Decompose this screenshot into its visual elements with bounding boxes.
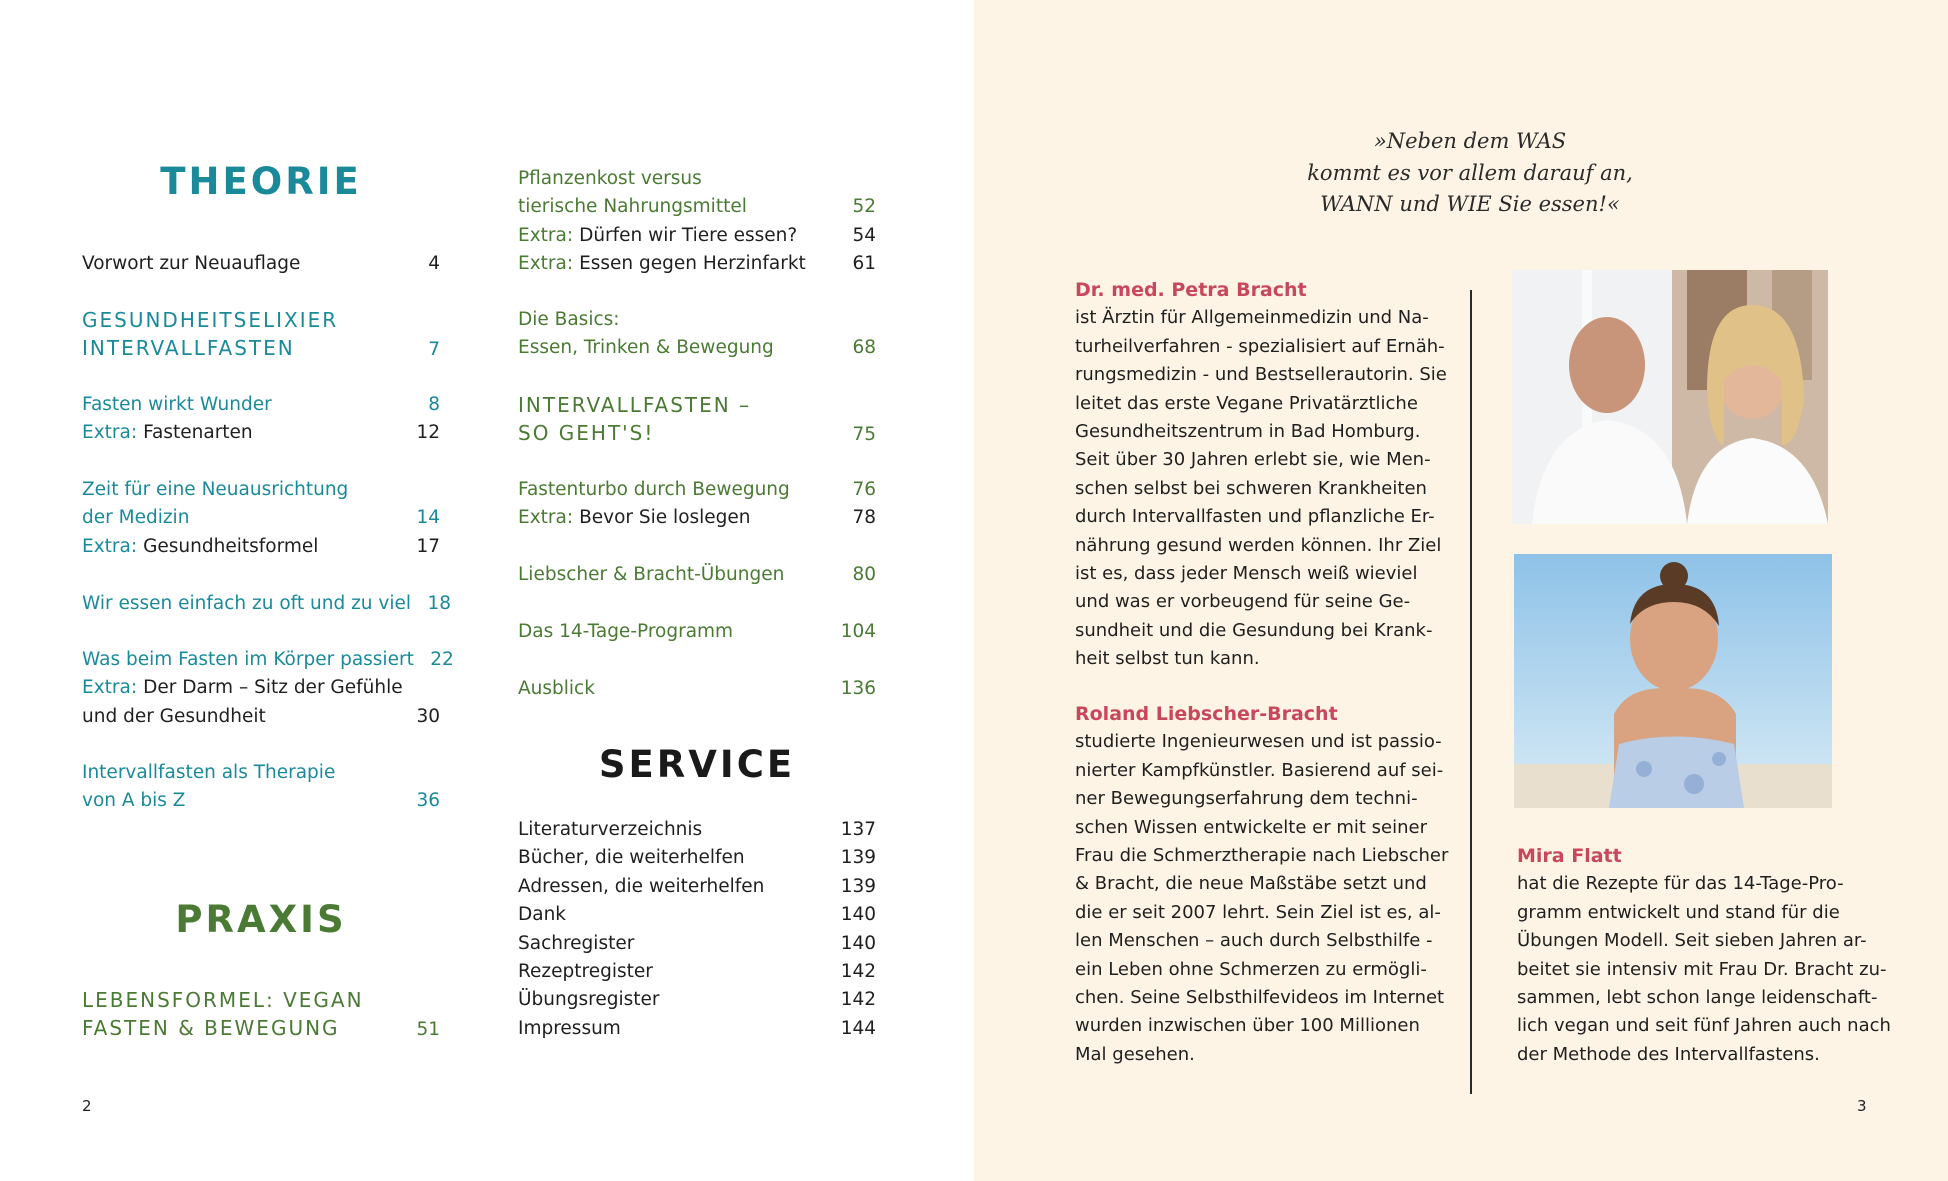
author-name: Mira Flatt <box>1517 845 1622 867</box>
extra-title: Gesundheitsformel <box>143 535 319 557</box>
toc-line <box>82 334 440 364</box>
extra-prefix: Extra: <box>82 677 138 699</box>
toc-line-text: LEBENSFORMEL: VEGAN <box>82 988 364 1012</box>
service-item[interactable] <box>518 844 876 872</box>
pull-quote <box>1262 126 1678 221</box>
bio-line: Übungen Modell. Seit sieben Jahren ar- <box>1517 930 1867 952</box>
author-name: Dr. med. Petra Bracht <box>1075 279 1307 301</box>
service-item[interactable] <box>518 930 876 958</box>
bio-line: hat die Rezepte für das 14-Tage-Pro- <box>1517 873 1844 895</box>
bio-line: len Menschen – auch durch Selbsthilfe - <box>1075 930 1433 952</box>
bio-line: chen. Seine Selbsthilfevideos im Internet <box>1075 987 1445 1009</box>
toc-line-text: und der Gesundheit <box>82 705 266 727</box>
bio-line: schen Wissen entwickelte er mit seiner <box>1075 816 1427 838</box>
bio-line: ner Bewegungserfahrung dem techni- <box>1075 788 1418 810</box>
service-item-text: Rezeptregister <box>518 961 653 983</box>
quote-line: »Neben dem WAS <box>1373 129 1567 153</box>
toc-line <box>82 419 440 447</box>
column-divider <box>1470 290 1472 1094</box>
toc-line-text: der Medizin <box>82 507 190 529</box>
toc-line <box>518 193 876 221</box>
service-item-text: Literaturverzeichnis <box>518 819 703 840</box>
bio-line: beitet sie intensiv mit Frau Dr. Bracht zu- <box>1517 958 1887 980</box>
bio-petra-bracht <box>1075 276 1445 674</box>
bio-line: lich vegan und seit fünf Jahren auch nach <box>1517 1015 1891 1037</box>
toc-page-number: 14 <box>416 507 440 529</box>
service-item-text: Sachregister <box>518 932 635 954</box>
toc-line-text <box>82 419 400 447</box>
toc-line-text: INTERVALLFASTEN <box>82 336 295 361</box>
mira-flatt-photo <box>1514 554 1832 808</box>
toc-line-text <box>518 222 836 250</box>
toc-line-text: GESUNDHEITSELIXIER <box>82 308 339 332</box>
quote-line: kommt es vor allem darauf an, <box>1307 160 1633 185</box>
toc-line <box>82 986 440 1014</box>
toc-page-number: 76 <box>852 479 876 500</box>
bio-line: sammen, lebt schon lange leidenschaft- <box>1517 987 1878 1009</box>
toc-line <box>82 759 440 787</box>
toc-line <box>82 250 440 278</box>
toc-line <box>82 476 440 504</box>
toc-entry[interactable] <box>518 675 876 703</box>
extra-prefix: Extra: <box>518 507 574 529</box>
toc-page-number: 30 <box>416 705 440 727</box>
toc-line <box>518 561 876 589</box>
service-item-text: Bücher, die weiterhelfen <box>518 847 745 869</box>
service-heading: SERVICE <box>598 743 796 786</box>
toc-page-number: 36 <box>416 790 440 812</box>
toc-line-text: von A bis Z <box>82 790 186 812</box>
service-item-page: 139 <box>840 875 876 897</box>
bio-line: rungsmedizin - und Bestsellerautorin. Sie <box>1075 364 1447 386</box>
quote-line: WANN und WIE Sie essen!« <box>1320 192 1620 216</box>
extra-title: Essen gegen Herzinfarkt <box>579 253 806 275</box>
toc-entry[interactable] <box>518 165 876 279</box>
service-item-page: 140 <box>840 904 876 926</box>
toc-line <box>518 222 876 250</box>
toc-page-number: 78 <box>852 507 876 529</box>
bio-roland-liebscher-bracht <box>1075 700 1449 1069</box>
praxis-heading: PRAXIS <box>175 898 347 941</box>
extra-prefix: Extra: <box>518 253 574 275</box>
bio-line: heit selbst tun kann. <box>1075 648 1260 670</box>
bio-line: durch Intervallfasten und pflanzliche Er- <box>1075 506 1435 528</box>
service-item[interactable] <box>518 816 876 844</box>
toc-line <box>518 504 876 532</box>
service-item[interactable] <box>518 986 876 1014</box>
toc-page-number: 12 <box>416 422 440 444</box>
extra-title: Fastenarten <box>143 422 253 444</box>
bio-line: der Methode des Intervallfastens. <box>1517 1043 1820 1065</box>
toc-page-number: 80 <box>852 564 876 585</box>
bio-line: gramm entwickelt und stand für die <box>1517 901 1840 923</box>
bio-line: Mal gesehen. <box>1075 1043 1195 1065</box>
toc-page-number: 54 <box>852 224 876 246</box>
service-item-page: 144 <box>840 1017 876 1039</box>
toc-page-number: 104 <box>840 621 876 642</box>
toc-line-text <box>82 674 403 702</box>
extra-prefix: Extra: <box>518 224 574 246</box>
authors-couple-photo <box>1512 270 1828 524</box>
toc-line <box>82 306 440 334</box>
service-list <box>518 816 876 1043</box>
toc-line <box>82 787 440 815</box>
service-item-page: 142 <box>840 961 876 983</box>
theorie-heading: THEORIE <box>160 160 362 203</box>
toc-entry[interactable] <box>82 250 440 278</box>
toc-line <box>82 674 440 702</box>
toc-line-text: Zeit für eine Neuausrichtung <box>82 479 349 500</box>
toc-line-text: Was beim Fasten im Körper passiert <box>82 649 414 670</box>
service-item-page: 140 <box>840 932 876 954</box>
bio-line: die er seit 2007 lehrt. Sein Ziel ist es, al- <box>1075 901 1441 923</box>
bio-line: turheilverfahren - spezialisiert auf Ernäh- <box>1075 335 1445 357</box>
bio-line: studierte Ingenieurwesen und ist passio- <box>1075 731 1442 753</box>
toc-page-number: 22 <box>430 649 454 670</box>
toc-line <box>82 703 440 731</box>
toc-page-number: 51 <box>416 1019 440 1041</box>
service-item-page: 142 <box>840 989 876 1011</box>
bio-mira-flatt <box>1517 842 1891 1069</box>
toc-entry[interactable] <box>82 986 440 1045</box>
toc-line-text: Liebscher & Bracht-Übungen <box>518 564 785 585</box>
toc-entry[interactable] <box>82 391 440 448</box>
toc-page-number: 18 <box>427 593 451 614</box>
toc-page-number: 75 <box>852 424 876 446</box>
bio-line: ein Leben ohne Schmerzen zu ermögli- <box>1075 958 1427 980</box>
page-number-right: 3 <box>1857 1097 1867 1115</box>
toc-line-text: Pflanzenkost versus <box>518 168 702 189</box>
toc-entry[interactable] <box>82 646 454 731</box>
bio-line: sundheit und die Gesundung bei Krank- <box>1075 619 1433 641</box>
toc-entry[interactable] <box>518 306 876 363</box>
toc-line <box>82 590 451 618</box>
toc-line-text: Fasten wirkt Wunder <box>82 394 272 415</box>
toc-entry[interactable] <box>82 759 440 816</box>
toc-page-number: 68 <box>852 337 876 359</box>
toc-line <box>518 419 876 449</box>
bio-line: leitet das erste Vegane Privatärztliche <box>1075 392 1418 414</box>
service-item[interactable] <box>518 958 876 986</box>
toc-page-number: 136 <box>840 678 876 699</box>
bio-line: wurden inzwischen über 100 Millionen <box>1075 1015 1420 1037</box>
toc-line-text: FASTEN & BEWEGUNG <box>82 1016 340 1041</box>
bio-line: ist es, dass jeder Mensch weiß wieviel <box>1075 563 1418 585</box>
page-number-left: 2 <box>82 1097 92 1115</box>
toc-entry[interactable] <box>82 476 440 561</box>
bio-line: ist Ärztin für Allgemeinmedizin und Na- <box>1075 307 1429 329</box>
bio-line: & Bracht, die neue Maßstäbe setzt und <box>1075 873 1427 895</box>
toc-line <box>518 165 876 193</box>
toc-line-text: SO GEHT'S! <box>518 421 655 446</box>
bio-line: schen selbst bei schweren Krankheiten <box>1075 477 1427 499</box>
toc-line <box>518 334 876 362</box>
author-name: Roland Liebscher-Bracht <box>1075 703 1338 725</box>
bio-line: nährung gesund werden können. Ihr Ziel <box>1075 534 1442 556</box>
toc-entry[interactable] <box>518 561 876 589</box>
toc-line <box>518 675 876 703</box>
toc-line-text: Intervallfasten als Therapie <box>82 762 336 783</box>
toc-page-number: 52 <box>852 196 876 218</box>
toc-line-text: Das 14-Tage-Programm <box>518 621 734 642</box>
toc-entry[interactable] <box>82 306 440 365</box>
toc-page-number: 61 <box>852 253 876 275</box>
toc-line <box>518 618 876 646</box>
bio-line: Frau die Schmerztherapie nach Liebscher <box>1075 845 1449 867</box>
service-item-text: Dank <box>518 904 567 926</box>
toc-line <box>82 391 440 419</box>
service-item-text: Übungsregister <box>518 989 660 1011</box>
service-item[interactable] <box>518 1015 876 1043</box>
service-item-text: Adressen, die weiterhelfen <box>518 875 765 897</box>
toc-line-text: Essen, Trinken & Bewegung <box>518 337 774 359</box>
toc-line <box>518 391 876 419</box>
toc-line <box>518 250 876 278</box>
service-item[interactable] <box>518 873 876 901</box>
toc-line-text <box>518 250 836 278</box>
toc-line-text: Wir essen einfach zu oft und zu viel <box>82 593 411 614</box>
bio-line: nierter Kampfkünstler. Basierend auf sei- <box>1075 759 1444 781</box>
toc-line-text <box>518 504 836 532</box>
toc-line <box>82 646 454 674</box>
toc-line-text: tierische Nahrungsmittel <box>518 196 747 218</box>
toc-line-text: INTERVALLFASTEN – <box>518 393 752 417</box>
toc-page-number: 4 <box>428 253 440 274</box>
extra-title: Dürfen wir Tiere essen? <box>579 224 798 246</box>
bio-line: Seit über 30 Jahren erlebt sie, wie Men- <box>1075 449 1431 471</box>
bio-line: und was er vorbeugend für seine Ge- <box>1075 591 1411 613</box>
extra-prefix: Extra: <box>82 422 138 444</box>
service-item[interactable] <box>518 901 876 929</box>
bio-line: Gesundheitszentrum in Bad Homburg. <box>1075 421 1421 443</box>
toc-page-number: 7 <box>428 339 440 361</box>
toc-line <box>518 306 876 334</box>
toc-line <box>82 533 440 561</box>
toc-line-text: Vorwort zur Neuauflage <box>82 253 301 274</box>
toc-line-text: Fastenturbo durch Bewegung <box>518 479 790 500</box>
toc-line <box>518 476 876 504</box>
service-item-page: 137 <box>840 819 876 840</box>
toc-entry[interactable] <box>518 476 876 533</box>
toc-line <box>82 504 440 532</box>
toc-line-text: Ausblick <box>518 678 595 699</box>
extra-title: Bevor Sie loslegen <box>579 507 751 529</box>
toc-entry[interactable] <box>518 391 876 450</box>
toc-page-number: 17 <box>416 535 440 557</box>
extra-title: Der Darm – Sitz der Gefühle <box>143 677 403 699</box>
toc-line-text <box>82 533 400 561</box>
extra-prefix: Extra: <box>82 535 138 557</box>
toc-line <box>82 1014 440 1044</box>
service-item-text: Impressum <box>518 1017 621 1039</box>
toc-entry[interactable] <box>82 590 451 618</box>
service-item-page: 139 <box>840 847 876 869</box>
toc-page-number: 8 <box>428 394 440 415</box>
toc-line-text: Die Basics: <box>518 309 620 330</box>
toc-entry[interactable] <box>518 618 876 646</box>
